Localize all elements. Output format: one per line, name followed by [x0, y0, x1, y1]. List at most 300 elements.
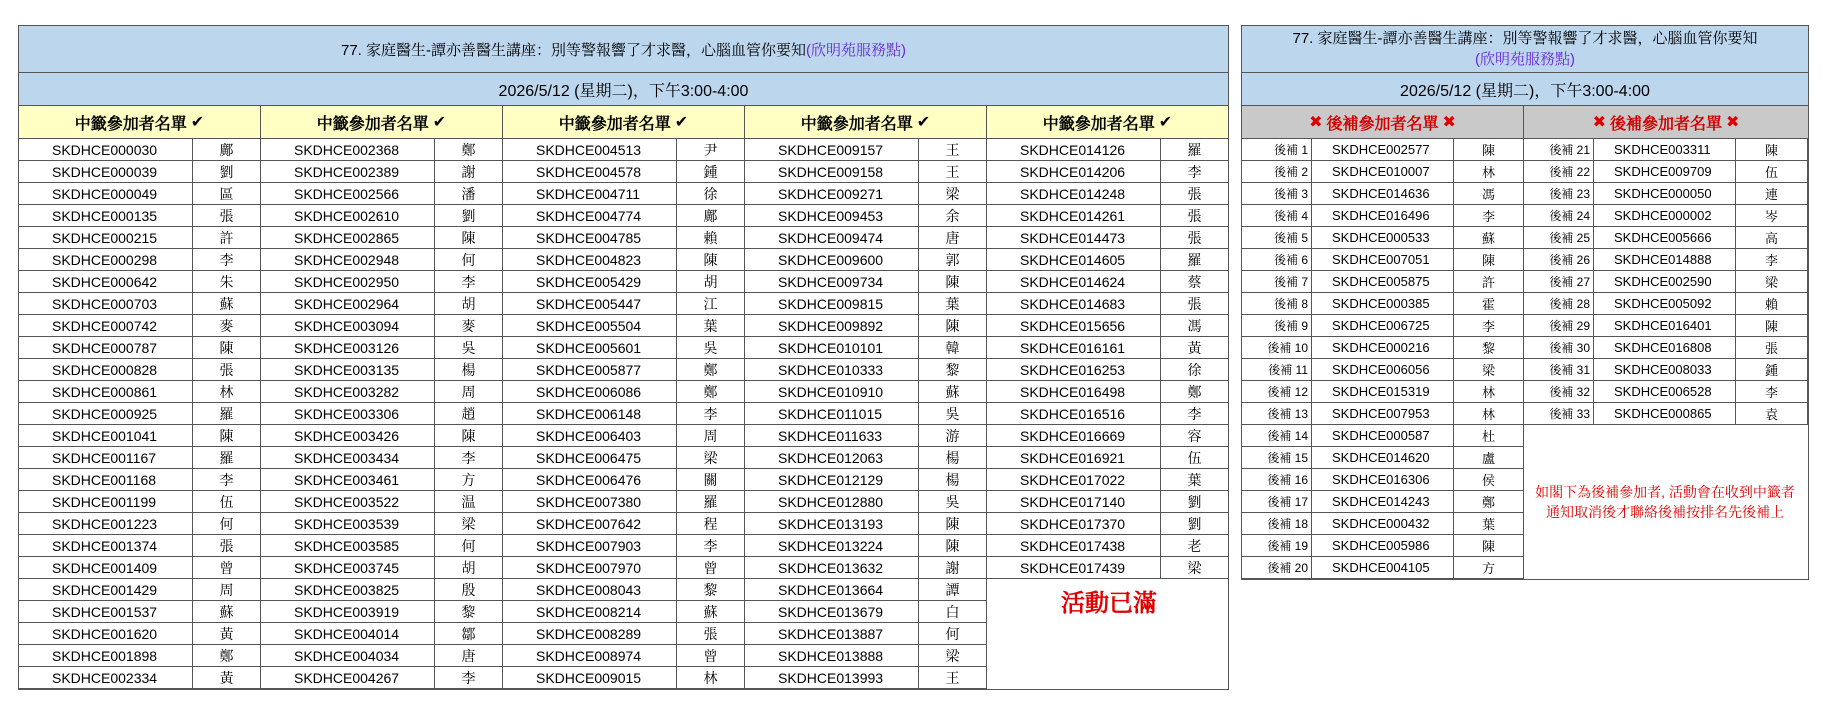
member-surname: 林 [1454, 161, 1524, 182]
table-row [1524, 161, 1808, 183]
member-code: SKDHCE001223 [19, 513, 193, 534]
member-code: SKDHCE008214 [503, 601, 677, 622]
table-row [987, 469, 1228, 491]
table-row [503, 601, 745, 623]
table-row [261, 535, 503, 557]
table-row [745, 667, 987, 689]
waitlist-rank: 後補 27 [1524, 271, 1594, 292]
table-row [19, 557, 261, 579]
table-row [745, 645, 987, 667]
waitlist-rank: 後補 26 [1524, 249, 1594, 270]
waitlist-rank: 後補 19 [1242, 535, 1312, 556]
member-surname: 袁 [1736, 403, 1808, 424]
table-row [261, 447, 503, 469]
member-surname: 黃 [1187, 339, 1202, 356]
checkmark-icon: ✔ [1158, 114, 1173, 131]
table-row [745, 535, 987, 557]
member-surname: 羅 [677, 491, 745, 512]
table-row [987, 447, 1228, 469]
member-code: SKDHCE012063 [745, 447, 919, 468]
checkmark-icon: ✔ [674, 114, 689, 131]
table-row [1242, 513, 1524, 535]
waitlist-rank: 後補 18 [1242, 513, 1312, 534]
member-code: SKDHCE000703 [19, 293, 193, 314]
table-row [19, 271, 261, 293]
table-row [987, 403, 1228, 425]
member-code: SKDHCE014683 [987, 293, 1161, 314]
cross-icon: ✖ [1442, 114, 1456, 131]
member-surname: 黎 [919, 359, 987, 380]
member-code: SKDHCE016808 [1594, 337, 1736, 358]
member-surname: 王 [919, 161, 987, 182]
member-code: SKDHCE009158 [745, 161, 919, 182]
member-code: SKDHCE001199 [19, 491, 193, 512]
table-row [1242, 447, 1524, 469]
table-row [261, 359, 503, 381]
table-row [745, 359, 987, 381]
table-row [1242, 139, 1524, 161]
table-row [987, 249, 1228, 271]
member-code: SKDHCE006725 [1312, 315, 1454, 336]
member-code: SKDHCE014620 [1312, 447, 1454, 468]
member-code: SKDHCE001537 [19, 601, 193, 622]
table-row [987, 513, 1228, 535]
member-code: SKDHCE010910 [745, 381, 919, 402]
member-code: SKDHCE014248 [987, 183, 1161, 204]
waitlist-rank: 後補 5 [1242, 227, 1312, 248]
member-surname: 黎 [677, 579, 745, 600]
event-location: (欣明苑服務點) [806, 41, 907, 59]
member-surname: 楊 [919, 469, 987, 490]
column-header-label: 中籤參加者名單 [1042, 115, 1155, 133]
member-code: SKDHCE016401 [1594, 315, 1736, 336]
member-code: SKDHCE017370 [987, 513, 1161, 534]
winners-column-header [261, 106, 503, 138]
member-code: SKDHCE004034 [261, 645, 435, 666]
table-row [19, 337, 261, 359]
table-row [987, 293, 1228, 315]
member-code: SKDHCE014473 [987, 227, 1161, 248]
member-code: SKDHCE009271 [745, 183, 919, 204]
member-surname: 許 [1454, 271, 1524, 292]
member-surname: 劉 [1187, 493, 1202, 510]
waitlist-rank: 後補 10 [1242, 337, 1312, 358]
member-surname: 梁 [1454, 359, 1524, 380]
winners-column-headers [19, 106, 1228, 139]
table-row [745, 271, 987, 293]
member-code: SKDHCE000587 [1312, 425, 1454, 446]
table-row [503, 161, 745, 183]
table-row [987, 337, 1228, 359]
member-surname: 潘 [435, 183, 503, 204]
member-surname: 蘇 [677, 601, 745, 622]
table-row [1242, 557, 1524, 579]
table-row [1242, 381, 1524, 403]
member-surname: 伍 [193, 491, 261, 512]
member-code: SKDHCE003306 [261, 403, 435, 424]
member-surname: 謝 [919, 557, 987, 578]
table-row [987, 535, 1228, 557]
cross-icon: ✖ [1726, 114, 1740, 131]
waitlist-event-title [1242, 26, 1808, 73]
checkmark-icon: ✔ [432, 114, 447, 131]
member-surname: 陳 [1736, 315, 1808, 336]
member-code: SKDHCE008289 [503, 623, 677, 644]
member-surname: 唐 [919, 227, 987, 248]
member-code: SKDHCE002334 [19, 667, 193, 688]
table-row [1242, 183, 1524, 205]
member-surname: 曾 [677, 557, 745, 578]
member-surname: 許 [193, 227, 261, 248]
member-surname: 江 [677, 293, 745, 314]
waitlist-rank: 後補 25 [1524, 227, 1594, 248]
table-row [19, 183, 261, 205]
waitlist-column-headers [1242, 106, 1808, 139]
member-code: SKDHCE003135 [261, 359, 435, 380]
member-code: SKDHCE001409 [19, 557, 193, 578]
table-row [503, 271, 745, 293]
member-surname: 楊 [435, 359, 503, 380]
table-row [19, 469, 261, 491]
member-surname: 徐 [677, 183, 745, 204]
member-code: SKDHCE012880 [745, 491, 919, 512]
table-row [261, 227, 503, 249]
member-code: SKDHCE002577 [1312, 139, 1454, 160]
member-surname: 黃 [193, 667, 261, 688]
table-row [261, 161, 503, 183]
table-row [745, 161, 987, 183]
member-code: SKDHCE005875 [1312, 271, 1454, 292]
member-code: SKDHCE000642 [19, 271, 193, 292]
table-row [987, 315, 1228, 337]
member-surname: 梁 [1736, 271, 1808, 292]
waitlist-rank: 後補 22 [1524, 161, 1594, 182]
member-surname: 方 [435, 469, 503, 490]
member-surname: 朱 [193, 271, 261, 292]
member-code: SKDHCE005666 [1594, 227, 1736, 248]
member-code: SKDHCE009600 [745, 249, 919, 270]
event-date: 2026/5/12 (星期二)，下午3:00-4:00 [19, 73, 1228, 106]
member-code: SKDHCE000385 [1312, 293, 1454, 314]
table-row [503, 381, 745, 403]
member-code: SKDHCE003522 [261, 491, 435, 512]
winners-column [745, 139, 987, 689]
table-row [1524, 381, 1808, 403]
table-row [19, 425, 261, 447]
table-row [19, 227, 261, 249]
table-row [1242, 359, 1524, 381]
member-code: SKDHCE001041 [19, 425, 193, 446]
winners-column [261, 139, 503, 689]
member-code: SKDHCE003094 [261, 315, 435, 336]
member-surname: 陳 [919, 535, 987, 556]
event-title-text: 77. 家庭醫生-譚亦善醫生講座：別等警報響了才求醫，心腦血管你要知 [340, 41, 807, 59]
waitlist-rank: 後補 8 [1242, 293, 1312, 314]
member-code: SKDHCE010101 [745, 337, 919, 358]
member-surname: 鍾 [677, 161, 745, 182]
table-row [987, 227, 1228, 249]
winners-column [503, 139, 745, 689]
table-row [503, 557, 745, 579]
winners-column [19, 139, 261, 689]
member-surname: 林 [1454, 403, 1524, 424]
table-row [1242, 271, 1524, 293]
table-row [261, 645, 503, 667]
member-surname: 馮 [1454, 183, 1524, 204]
member-code: SKDHCE013664 [745, 579, 919, 600]
table-row [261, 667, 503, 689]
member-surname: 楊 [919, 447, 987, 468]
member-code: SKDHCE010333 [745, 359, 919, 380]
waitlist-rank: 後補 33 [1524, 403, 1594, 424]
waitlist-rank: 後補 12 [1242, 381, 1312, 402]
member-surname: 陳 [1454, 535, 1524, 556]
member-code: SKDHCE003426 [261, 425, 435, 446]
member-surname: 李 [1736, 381, 1808, 402]
member-code: SKDHCE000828 [19, 359, 193, 380]
table-row [745, 623, 987, 645]
table-row [987, 139, 1228, 161]
table-row [1242, 469, 1524, 491]
member-surname: 杜 [1454, 425, 1524, 446]
member-code: SKDHCE016498 [987, 381, 1161, 402]
member-code: SKDHCE008974 [503, 645, 677, 666]
member-code: SKDHCE001168 [19, 469, 193, 490]
member-code: SKDHCE002389 [261, 161, 435, 182]
member-surname: 唐 [435, 645, 503, 666]
member-surname: 陳 [435, 227, 503, 248]
member-surname: 張 [1187, 185, 1202, 202]
table-row [19, 579, 261, 601]
member-code: SKDHCE006403 [503, 425, 677, 446]
table-row [503, 359, 745, 381]
waitlist-rank: 後補 7 [1242, 271, 1312, 292]
member-surname: 曾 [193, 557, 261, 578]
waitlist-rank: 後補 30 [1524, 337, 1594, 358]
member-surname: 周 [193, 579, 261, 600]
member-code: SKDHCE011633 [745, 425, 919, 446]
member-surname: 謝 [435, 161, 503, 182]
table-row [261, 139, 503, 161]
waitlist-rank: 後補 15 [1242, 447, 1312, 468]
member-code: SKDHCE005429 [503, 271, 677, 292]
column-header-label: 中籤參加者名單 [558, 115, 671, 133]
table-row [745, 337, 987, 359]
waitlist-column [1524, 139, 1808, 425]
member-code: SKDHCE006148 [503, 403, 677, 424]
member-surname: 梁 [1187, 559, 1202, 576]
member-surname: 譚 [919, 579, 987, 600]
member-code: SKDHCE002590 [1594, 271, 1736, 292]
member-code: SKDHCE005877 [503, 359, 677, 380]
member-code: SKDHCE014126 [987, 139, 1161, 160]
table-row [745, 205, 987, 227]
member-surname: 吳 [919, 491, 987, 512]
member-surname: 李 [435, 667, 503, 688]
member-code: SKDHCE002865 [261, 227, 435, 248]
member-code: SKDHCE009815 [745, 293, 919, 314]
member-surname: 吳 [919, 403, 987, 424]
member-code: SKDHCE007051 [1312, 249, 1454, 270]
member-surname: 陳 [435, 425, 503, 446]
table-row [745, 601, 987, 623]
member-code: SKDHCE004711 [503, 183, 677, 204]
member-code: SKDHCE000298 [19, 249, 193, 270]
table-row [19, 293, 261, 315]
member-code: SKDHCE011015 [745, 403, 919, 424]
winners-table-body [19, 139, 1228, 689]
member-surname: 李 [193, 469, 261, 490]
waitlist-rank: 後補 20 [1242, 557, 1312, 578]
winners-column-header [503, 106, 745, 138]
member-code: SKDHCE003311 [1594, 139, 1736, 160]
member-code: SKDHCE002950 [261, 271, 435, 292]
member-surname: 黎 [1454, 337, 1524, 358]
table-row [503, 491, 745, 513]
column-header-label: 後補參加者名單 [1609, 115, 1722, 133]
member-code: SKDHCE017439 [987, 557, 1161, 578]
table-row [503, 667, 745, 689]
member-code: SKDHCE003461 [261, 469, 435, 490]
member-code: SKDHCE004014 [261, 623, 435, 644]
member-surname: 胡 [677, 271, 745, 292]
member-surname: 李 [1187, 163, 1202, 180]
table-row [503, 183, 745, 205]
waitlist-column-header [1242, 106, 1524, 138]
member-surname: 容 [1187, 427, 1202, 444]
table-row [1242, 315, 1524, 337]
member-code: SKDHCE000049 [19, 183, 193, 204]
member-code: SKDHCE006056 [1312, 359, 1454, 380]
member-surname: 趙 [435, 403, 503, 424]
table-row [1524, 249, 1808, 271]
member-surname: 陳 [1454, 139, 1524, 160]
table-row [19, 645, 261, 667]
member-code: SKDHCE005092 [1594, 293, 1736, 314]
member-surname: 程 [677, 513, 745, 534]
member-code: SKDHCE015319 [1312, 381, 1454, 402]
member-surname: 張 [1187, 207, 1202, 224]
member-surname: 鄭 [677, 381, 745, 402]
table-row [987, 381, 1228, 403]
table-row [261, 623, 503, 645]
table-row [503, 513, 745, 535]
member-surname: 陳 [193, 425, 261, 446]
member-surname: 葉 [677, 315, 745, 336]
table-row [1524, 271, 1808, 293]
member-code: SKDHCE004823 [503, 249, 677, 270]
member-surname: 陳 [1454, 249, 1524, 270]
waitlist-event-location: (欣明苑服務點) [1475, 51, 1575, 68]
member-code: SKDHCE004785 [503, 227, 677, 248]
member-code: SKDHCE000742 [19, 315, 193, 336]
member-code: SKDHCE013632 [745, 557, 919, 578]
member-code: SKDHCE006476 [503, 469, 677, 490]
table-row [19, 601, 261, 623]
member-code: SKDHCE008043 [503, 579, 677, 600]
table-row [19, 359, 261, 381]
member-code: SKDHCE012129 [745, 469, 919, 490]
member-code: SKDHCE004513 [503, 139, 677, 160]
table-row [503, 535, 745, 557]
member-surname: 鄺 [677, 205, 745, 226]
table-row [745, 447, 987, 469]
member-surname: 伍 [1736, 161, 1808, 182]
member-code: SKDHCE016921 [987, 447, 1161, 468]
member-surname: 温 [435, 491, 503, 512]
waitlist-rank: 後補 16 [1242, 469, 1312, 490]
member-code: SKDHCE014624 [987, 271, 1161, 292]
member-surname: 陳 [919, 315, 987, 336]
member-surname: 周 [435, 381, 503, 402]
waitlist-rank: 後補 6 [1242, 249, 1312, 270]
table-row [745, 139, 987, 161]
table-row [503, 293, 745, 315]
member-code: SKDHCE006475 [503, 447, 677, 468]
member-code: SKDHCE000432 [1312, 513, 1454, 534]
member-code: SKDHCE009157 [745, 139, 919, 160]
member-surname: 黃 [193, 623, 261, 644]
event-title [19, 26, 1228, 73]
table-row [503, 227, 745, 249]
member-code: SKDHCE003585 [261, 535, 435, 556]
member-code: SKDHCE005601 [503, 337, 677, 358]
waitlist-rank: 後補 31 [1524, 359, 1594, 380]
member-surname: 岑 [1736, 205, 1808, 226]
member-code: SKDHCE013224 [745, 535, 919, 556]
member-surname: 胡 [435, 293, 503, 314]
table-row [1524, 205, 1808, 227]
table-row [261, 557, 503, 579]
member-code: SKDHCE000533 [1312, 227, 1454, 248]
member-code: SKDHCE001429 [19, 579, 193, 600]
table-row [261, 183, 503, 205]
table-row [261, 425, 503, 447]
waitlist-rank: 後補 23 [1524, 183, 1594, 204]
table-row [503, 469, 745, 491]
table-row [745, 249, 987, 271]
member-code: SKDHCE009892 [745, 315, 919, 336]
member-code: SKDHCE016253 [987, 359, 1161, 380]
table-row [19, 623, 261, 645]
winners-column-header [19, 106, 261, 138]
table-row [745, 315, 987, 337]
member-surname: 鄺 [193, 139, 261, 160]
member-code: SKDHCE003126 [261, 337, 435, 358]
member-surname: 王 [919, 667, 987, 688]
member-code: SKDHCE003539 [261, 513, 435, 534]
member-code: SKDHCE014206 [987, 161, 1161, 182]
member-code: SKDHCE005447 [503, 293, 677, 314]
table-row [1242, 337, 1524, 359]
table-row [503, 645, 745, 667]
member-surname: 老 [1187, 537, 1202, 554]
member-code: SKDHCE004267 [261, 667, 435, 688]
table-row [1524, 139, 1808, 161]
waitlist-rank: 後補 21 [1524, 139, 1594, 160]
cross-icon: ✖ [1592, 114, 1606, 131]
member-code: SKDHCE002948 [261, 249, 435, 270]
member-code: SKDHCE009453 [745, 205, 919, 226]
member-code: SKDHCE014605 [987, 249, 1161, 270]
member-code: SKDHCE014243 [1312, 491, 1454, 512]
member-code: SKDHCE000861 [19, 381, 193, 402]
member-code: SKDHCE016669 [987, 425, 1161, 446]
member-surname: 殷 [435, 579, 503, 600]
member-surname: 蘇 [1454, 227, 1524, 248]
table-row [1524, 183, 1808, 205]
table-row [261, 337, 503, 359]
